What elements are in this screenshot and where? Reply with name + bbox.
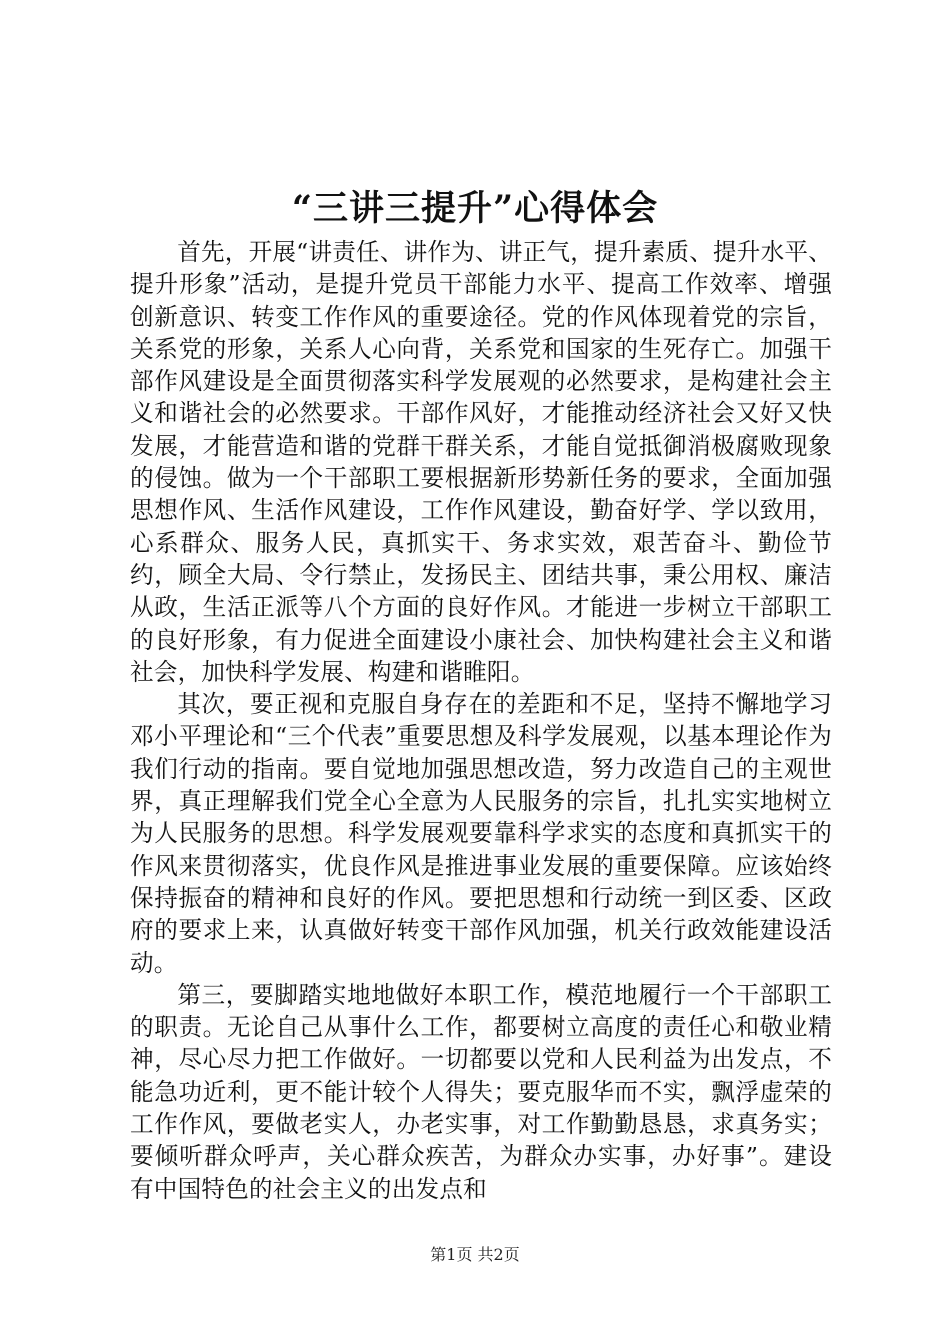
- document-body: [130, 236, 832, 1205]
- paragraph-2: 其次，要正视和克服自身存在的差距和不足，坚持不懈地学习邓小平理论和“三个代表”重要思想及科学发展观，以基本理论作为我们行动的指南。要自觉地加强思想改造，努力改造自己的主观世界，真正理解我们党全心全意为人民服务的宗旨，扎扎实实地树立为人民服务的思想。科学发展观要靠科学求实的态度和真抓实干的作风来贯彻落实，优良作风是推进事业发展的重要保障。应该始终保持振奋的精神和良好的作风。要把思想和行动统一到区委、区政府的要求上来，认真做好转变干部作风加强，机关行政效能建设活动。: [130, 690, 832, 977]
- document-title: “三讲三提升”心得体会: [291, 188, 659, 229]
- page-number-footer: 第1页 共2页: [430, 1245, 520, 1264]
- paragraph-3: 第三，要脚踏实地地做好本职工作，模范地履行一个干部职工的职责。无论自己从事什么工作，都要树立高度的责任心和敬业精神，尽心尽力把工作做好。一切都要以党和人民利益为出发点，不能急功近利，更不能计较个人得失；要克服华而不实，飘浮虚荣的工作作风，要做老实人，办老实事，对工作勤勤恳恳，求真务实；要倾听群众呼声，关心群众疾苦，为群众办实事，办好事”。建设有中国特色的社会主义的出发点和: [130, 980, 832, 1203]
- paragraph-1: 首先，开展“讲责任、讲作为、讲正气，提升素质、提升水平、提升形象”活动，是提升党员干部能力水平、提高工作效率、增强创新意识、转变工作作风的重要途径。党的作风体现着党的宗旨，关系党的形象，关系人心向背，关系党和国家的生死存亡。加强干部作风建设是全面贯彻落实科学发展观的必然要求，是构建社会主义和谐社会的必然要求。干部作风好，才能推动经济社会又好又快发展，才能营造和谐的党群干群关系，才能自觉抵御消极腐败现象的侵蚀。做为一个干部职工要根据新形势新任务的要求，全面加强思想作风、生活作风建设，工作作风建设，勤奋好学、学以致用，心系群众、服务人民，真抓实干、务求实效，艰苦奋斗、勤俭节约，顾全大局、令行禁止，发扬民主、团结共事，秉公用权、廉洁从政，生活正派等八个方面的良好作风。才能进一步树立干部职工的良好形象，有力促进全面建设小康社会、加快构建社会主义和谐社会，加快科学发展、构建和谐睢阳。: [130, 238, 832, 686]
